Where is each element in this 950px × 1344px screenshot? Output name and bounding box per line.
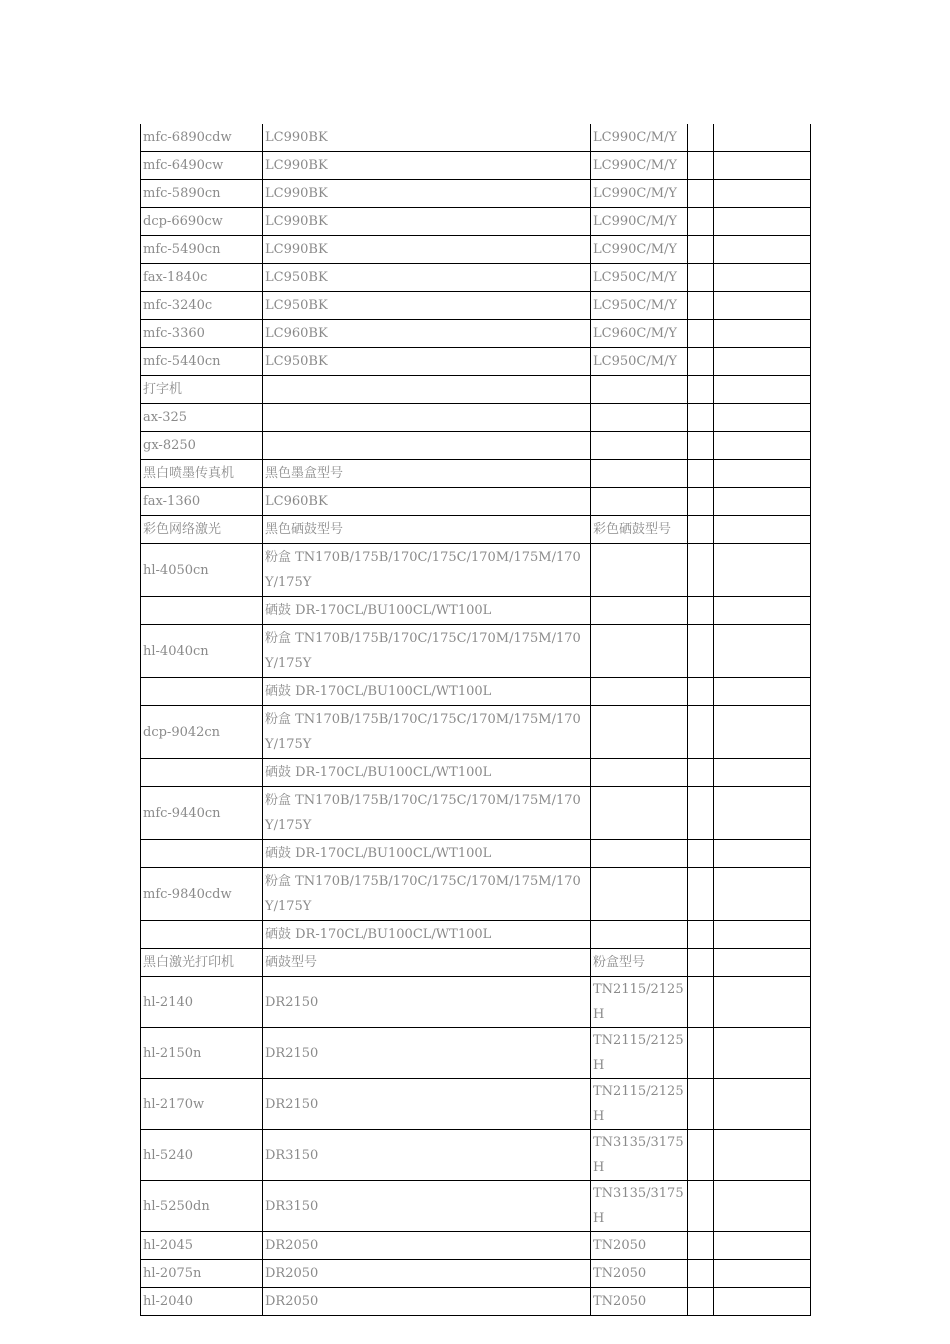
extra-cell <box>688 625 714 678</box>
notes-cell <box>714 977 811 1028</box>
model-cell: mfc-5890cn <box>141 180 263 208</box>
model-cell <box>141 921 263 949</box>
model-cell: hl-2040 <box>141 1288 263 1316</box>
supply-cell: DR2150 <box>263 1079 591 1130</box>
notes-cell <box>714 1181 811 1232</box>
notes-cell <box>714 320 811 348</box>
extra-cell <box>688 1079 714 1130</box>
model-cell: hl-2140 <box>141 977 263 1028</box>
model-cell: mfc-3360 <box>141 320 263 348</box>
model-cell: mfc-9840cdw <box>141 868 263 921</box>
extra-cell <box>688 977 714 1028</box>
notes-cell <box>714 1288 811 1316</box>
supply-cell: LC990BK <box>263 152 591 180</box>
table-row <box>141 949 811 977</box>
supply-cell: LC950BK <box>263 264 591 292</box>
supply-cell: 硒鼓 DR-170CL/BU100CL/WT100L <box>263 678 591 706</box>
table-row <box>141 292 811 320</box>
extra-cell <box>688 348 714 376</box>
supply-cell: LC960BK <box>263 320 591 348</box>
extra-cell <box>688 460 714 488</box>
supply-cell: DR2050 <box>263 1232 591 1260</box>
table-row <box>141 759 811 787</box>
extra-cell <box>688 706 714 759</box>
color-supply-cell <box>591 706 688 759</box>
model-cell: 黑白激光打印机 <box>141 949 263 977</box>
color-supply-cell: TN2115/2125H <box>591 1079 688 1130</box>
supply-cell: LC960BK <box>263 488 591 516</box>
supply-cell: 粉盒 TN170B/175B/170C/175C/170M/175M/170Y/175Y <box>263 544 591 597</box>
notes-cell <box>714 180 811 208</box>
notes-cell <box>714 236 811 264</box>
notes-cell <box>714 432 811 460</box>
table-row <box>141 1130 811 1181</box>
notes-cell <box>714 840 811 868</box>
supply-cell: DR3150 <box>263 1130 591 1181</box>
extra-cell <box>688 759 714 787</box>
model-cell: mfc-5440cn <box>141 348 263 376</box>
extra-cell <box>688 787 714 840</box>
supply-cell: DR2150 <box>263 1028 591 1079</box>
notes-cell <box>714 678 811 706</box>
color-supply-cell <box>591 678 688 706</box>
notes-cell <box>714 208 811 236</box>
extra-cell <box>688 921 714 949</box>
supply-cell <box>263 376 591 404</box>
color-supply-cell: LC950C/M/Y <box>591 348 688 376</box>
extra-cell <box>688 208 714 236</box>
model-cell: mfc-5490cn <box>141 236 263 264</box>
notes-cell <box>714 264 811 292</box>
notes-cell <box>714 706 811 759</box>
extra-cell <box>688 1232 714 1260</box>
model-cell: hl-4050cn <box>141 544 263 597</box>
table-row <box>141 180 811 208</box>
notes-cell <box>714 1028 811 1079</box>
notes-cell <box>714 868 811 921</box>
model-cell: mfc-3240c <box>141 292 263 320</box>
supply-cell: DR2050 <box>263 1288 591 1316</box>
table-row <box>141 404 811 432</box>
color-supply-cell: 彩色硒鼓型号 <box>591 516 688 544</box>
notes-cell <box>714 759 811 787</box>
supply-cell: LC990BK <box>263 180 591 208</box>
model-cell: mfc-9440cn <box>141 787 263 840</box>
color-supply-cell <box>591 868 688 921</box>
table-row <box>141 1260 811 1288</box>
extra-cell <box>688 868 714 921</box>
extra-cell <box>688 1028 714 1079</box>
model-cell: hl-5250dn <box>141 1181 263 1232</box>
model-cell: gx-8250 <box>141 432 263 460</box>
table-row <box>141 706 811 759</box>
notes-cell <box>714 1232 811 1260</box>
notes-cell <box>714 787 811 840</box>
supply-cell: 粉盒 TN170B/175B/170C/175C/170M/175M/170Y/175Y <box>263 868 591 921</box>
table-row <box>141 597 811 625</box>
table-row <box>141 977 811 1028</box>
supply-cell: 粉盒 TN170B/175B/170C/175C/170M/175M/170Y/175Y <box>263 625 591 678</box>
printer-supplies-table <box>140 124 811 1316</box>
notes-cell <box>714 404 811 432</box>
color-supply-cell <box>591 921 688 949</box>
supply-cell: 硒鼓 DR-170CL/BU100CL/WT100L <box>263 759 591 787</box>
table-row <box>141 376 811 404</box>
supply-cell: LC950BK <box>263 348 591 376</box>
model-cell: hl-2045 <box>141 1232 263 1260</box>
model-cell <box>141 678 263 706</box>
supply-cell: LC990BK <box>263 208 591 236</box>
color-supply-cell: LC950C/M/Y <box>591 264 688 292</box>
supply-cell: 硒鼓 DR-170CL/BU100CL/WT100L <box>263 840 591 868</box>
table-row <box>141 432 811 460</box>
model-cell: hl-2075n <box>141 1260 263 1288</box>
extra-cell <box>688 1260 714 1288</box>
table-row <box>141 236 811 264</box>
table-body <box>141 124 811 1316</box>
table-row <box>141 1181 811 1232</box>
table-row <box>141 152 811 180</box>
extra-cell <box>688 1130 714 1181</box>
table-row <box>141 1079 811 1130</box>
extra-cell <box>688 678 714 706</box>
table-row <box>141 1028 811 1079</box>
extra-cell <box>688 376 714 404</box>
color-supply-cell <box>591 404 688 432</box>
color-supply-cell <box>591 597 688 625</box>
supply-cell: 粉盒 TN170B/175B/170C/175C/170M/175M/170Y/175Y <box>263 706 591 759</box>
model-cell: 黑白喷墨传真机 <box>141 460 263 488</box>
notes-cell <box>714 544 811 597</box>
table-row <box>141 1288 811 1316</box>
color-supply-cell <box>591 759 688 787</box>
notes-cell <box>714 152 811 180</box>
model-cell: hl-2170w <box>141 1079 263 1130</box>
model-cell <box>141 759 263 787</box>
notes-cell <box>714 488 811 516</box>
extra-cell <box>688 264 714 292</box>
color-supply-cell: LC990C/M/Y <box>591 208 688 236</box>
notes-cell <box>714 348 811 376</box>
extra-cell <box>688 152 714 180</box>
notes-cell <box>714 124 811 152</box>
supply-cell: LC990BK <box>263 124 591 152</box>
model-cell: hl-2150n <box>141 1028 263 1079</box>
color-supply-cell <box>591 625 688 678</box>
notes-cell <box>714 516 811 544</box>
extra-cell <box>688 124 714 152</box>
supply-cell: LC990BK <box>263 236 591 264</box>
color-supply-cell <box>591 460 688 488</box>
extra-cell <box>688 236 714 264</box>
supply-cell: DR3150 <box>263 1181 591 1232</box>
supply-cell: 硒鼓型号 <box>263 949 591 977</box>
notes-cell <box>714 597 811 625</box>
model-cell: dcp-6690cw <box>141 208 263 236</box>
table-row <box>141 264 811 292</box>
table-row <box>141 868 811 921</box>
notes-cell <box>714 460 811 488</box>
color-supply-cell <box>591 544 688 597</box>
notes-cell <box>714 949 811 977</box>
color-supply-cell <box>591 787 688 840</box>
extra-cell <box>688 488 714 516</box>
supply-cell: 黑色硒鼓型号 <box>263 516 591 544</box>
table-row <box>141 124 811 152</box>
color-supply-cell: LC990C/M/Y <box>591 152 688 180</box>
table-row <box>141 787 811 840</box>
model-cell: fax-1840c <box>141 264 263 292</box>
notes-cell <box>714 376 811 404</box>
color-supply-cell: LC990C/M/Y <box>591 180 688 208</box>
extra-cell <box>688 404 714 432</box>
model-cell: 彩色网络激光 <box>141 516 263 544</box>
extra-cell <box>688 544 714 597</box>
model-cell: hl-5240 <box>141 1130 263 1181</box>
notes-cell <box>714 625 811 678</box>
table-row <box>141 488 811 516</box>
model-cell: hl-4040cn <box>141 625 263 678</box>
table-row <box>141 320 811 348</box>
color-supply-cell: LC950C/M/Y <box>591 292 688 320</box>
table-row <box>141 678 811 706</box>
model-cell <box>141 597 263 625</box>
color-supply-cell: LC990C/M/Y <box>591 236 688 264</box>
supply-cell: LC950BK <box>263 292 591 320</box>
model-cell: mfc-6490cw <box>141 152 263 180</box>
extra-cell <box>688 840 714 868</box>
table-row <box>141 208 811 236</box>
extra-cell <box>688 180 714 208</box>
table-row <box>141 544 811 597</box>
model-cell: mfc-6890cdw <box>141 124 263 152</box>
model-cell: 打字机 <box>141 376 263 404</box>
supply-cell <box>263 404 591 432</box>
color-supply-cell <box>591 488 688 516</box>
model-cell: dcp-9042cn <box>141 706 263 759</box>
table-row <box>141 840 811 868</box>
color-supply-cell <box>591 432 688 460</box>
table-row <box>141 460 811 488</box>
color-supply-cell: TN2050 <box>591 1232 688 1260</box>
color-supply-cell <box>591 840 688 868</box>
supply-cell <box>263 432 591 460</box>
extra-cell <box>688 292 714 320</box>
extra-cell <box>688 597 714 625</box>
color-supply-cell: TN2115/2125H <box>591 977 688 1028</box>
color-supply-cell: LC990C/M/Y <box>591 124 688 152</box>
supply-cell: DR2050 <box>263 1260 591 1288</box>
extra-cell <box>688 1181 714 1232</box>
table-row <box>141 921 811 949</box>
model-cell <box>141 840 263 868</box>
notes-cell <box>714 921 811 949</box>
supply-cell: 硒鼓 DR-170CL/BU100CL/WT100L <box>263 921 591 949</box>
extra-cell <box>688 1288 714 1316</box>
supply-cell: 硒鼓 DR-170CL/BU100CL/WT100L <box>263 597 591 625</box>
model-cell: ax-325 <box>141 404 263 432</box>
extra-cell <box>688 320 714 348</box>
color-supply-cell: TN2050 <box>591 1288 688 1316</box>
color-supply-cell <box>591 376 688 404</box>
color-supply-cell: TN2050 <box>591 1260 688 1288</box>
notes-cell <box>714 292 811 320</box>
color-supply-cell: 粉盒型号 <box>591 949 688 977</box>
supply-cell: DR2150 <box>263 977 591 1028</box>
extra-cell <box>688 432 714 460</box>
notes-cell <box>714 1079 811 1130</box>
table-row <box>141 625 811 678</box>
extra-cell <box>688 516 714 544</box>
table-row <box>141 1232 811 1260</box>
table-row <box>141 516 811 544</box>
extra-cell <box>688 949 714 977</box>
color-supply-cell: TN2115/2125H <box>591 1028 688 1079</box>
color-supply-cell: TN3135/3175H <box>591 1130 688 1181</box>
notes-cell <box>714 1260 811 1288</box>
model-cell: fax-1360 <box>141 488 263 516</box>
color-supply-cell: TN3135/3175H <box>591 1181 688 1232</box>
notes-cell <box>714 1130 811 1181</box>
supply-cell: 黑色墨盒型号 <box>263 460 591 488</box>
color-supply-cell: LC960C/M/Y <box>591 320 688 348</box>
table-row <box>141 348 811 376</box>
supply-cell: 粉盒 TN170B/175B/170C/175C/170M/175M/170Y/175Y <box>263 787 591 840</box>
